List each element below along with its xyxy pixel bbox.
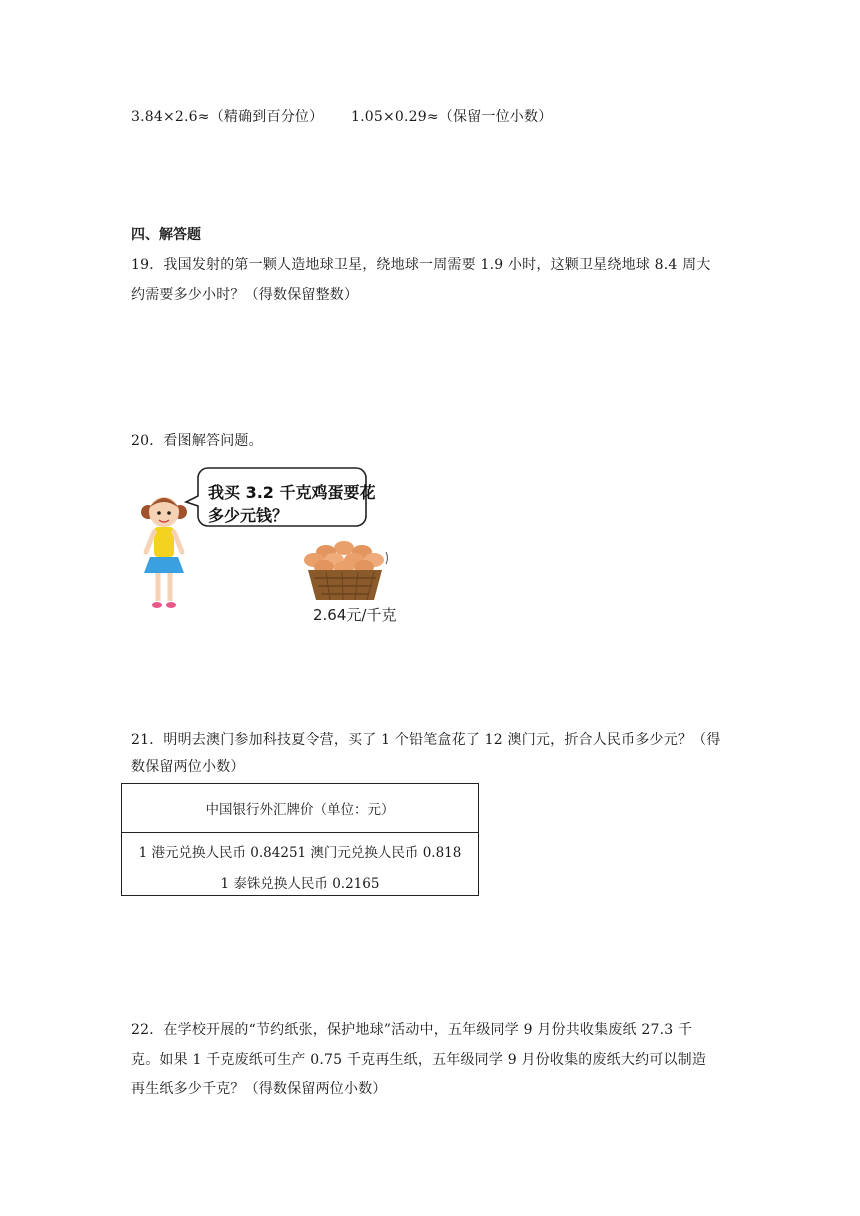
speech-bubble-text-2: 多少元钱？: [208, 506, 289, 525]
question-18-expr-1: 3.84×2.6≈（精确到百分位）: [131, 109, 324, 125]
exchange-rate-table: [121, 783, 479, 896]
question-19-line-2: 约需要多少小时？（得数保留整数）: [131, 287, 359, 303]
exchange-rate-row-1: 1 港元兑换人民币 0.84251 澳门元兑换人民币 0.818: [138, 845, 462, 861]
egg-price-label: 2.64元/千克: [313, 606, 397, 624]
question-20-line-1: 20．看图解答问题。: [131, 433, 263, 449]
exchange-rate-table-header: 中国银行外汇牌价（单位：元）: [122, 784, 478, 833]
question-18-expr-2: 1.05×0.29≈（保留一位小数）: [351, 109, 553, 125]
question-22-line-1: 22．在学校开展的“节约纸张，保护地球”活动中，五年级同学 9 月份共收集废纸 27.3 千: [131, 1022, 693, 1038]
question-22-line-3: 再生纸多少千克？（得数保留两位小数）: [131, 1081, 387, 1097]
exchange-rate-row-2: 1 泰铢兑换人民币 0.2165: [220, 876, 380, 892]
section-title: 四、解答题: [131, 227, 201, 243]
question-21-line-1: 21．明明去澳门参加科技夏令营，买了 1 个铅笔盒花了 12 澳门元，折合人民币多少元？（得: [131, 732, 721, 748]
question-21-line-2: 数保留两位小数）: [131, 759, 245, 775]
girl-icon: [141, 497, 187, 608]
egg-basket-icon: [304, 541, 388, 600]
question-22-line-2: 克。如果 1 千克废纸可生产 0.75 千克再生纸，五年级同学 9 月份收集的废纸大约可以制造: [131, 1052, 707, 1068]
question-19-line-1: 19．我国发射的第一颗人造地球卫星，绕地球一周需要 1.9 小时，这颗卫星绕地球 8.4 周大: [131, 257, 711, 273]
speech-bubble-text-1: 我买 3.2 千克鸡蛋要花: [208, 483, 376, 502]
